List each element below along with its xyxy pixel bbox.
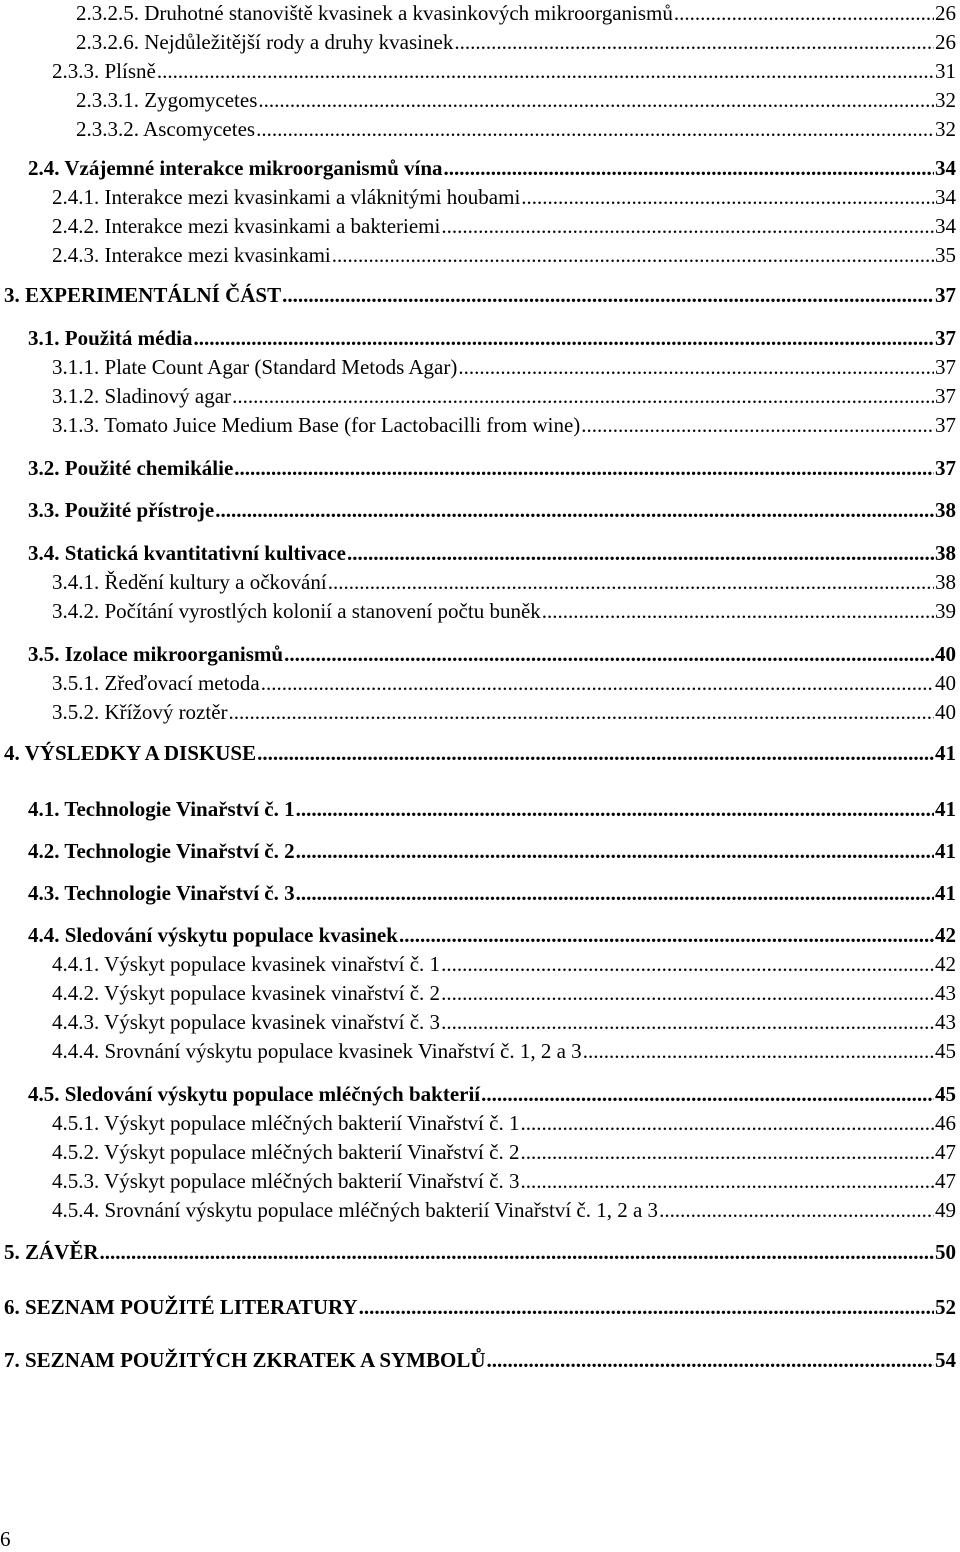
toc-entry-label: EXPERIMENTÁLNÍ ČÁST bbox=[25, 283, 282, 307]
toc-entry-title bbox=[52, 1168, 519, 1194]
toc-entry-number: 2.3.3. bbox=[52, 59, 100, 83]
toc-entry bbox=[76, 87, 956, 113]
toc-leader-dots bbox=[284, 641, 934, 667]
toc-entry-page: 37 bbox=[935, 456, 956, 480]
toc-entry-title bbox=[52, 980, 440, 1006]
toc-entry-number: 4.4.4. bbox=[52, 1039, 100, 1063]
toc-entry-title bbox=[52, 951, 440, 977]
toc-entry bbox=[4, 282, 956, 308]
toc-entry bbox=[76, 116, 956, 142]
toc-entry-title bbox=[4, 1239, 99, 1265]
toc-leader-dots bbox=[328, 569, 934, 595]
toc-leader-dots bbox=[441, 1009, 934, 1035]
toc-entry-number: 7. bbox=[4, 1348, 20, 1372]
toc-entry-title bbox=[28, 838, 295, 864]
toc-entry bbox=[28, 455, 956, 481]
toc-entry-page: 49 bbox=[935, 1198, 956, 1222]
toc-entry-number: 4.2. bbox=[28, 839, 60, 863]
toc-leader-dots bbox=[261, 670, 934, 696]
toc-entry bbox=[28, 880, 956, 906]
toc-entry bbox=[4, 1239, 956, 1265]
toc-entry-number: 3.4.2. bbox=[52, 599, 100, 623]
toc-entry-label: Sledování výskytu populace mléčných bakterií bbox=[64, 1082, 481, 1106]
toc-leader-dots bbox=[359, 1294, 934, 1320]
toc-entry-label: Druhotné stanoviště kvasinek a kvasinkových mikroorganismů bbox=[144, 1, 673, 25]
toc-entry-page: 31 bbox=[935, 59, 956, 83]
toc-entry bbox=[52, 980, 956, 1006]
toc-leader-dots bbox=[458, 354, 934, 380]
toc-entry bbox=[52, 569, 956, 595]
toc-entry bbox=[52, 58, 956, 84]
toc-entry-title bbox=[52, 242, 331, 268]
page-number: 6 bbox=[0, 1527, 11, 1551]
toc-leader-dots bbox=[296, 880, 934, 906]
toc-entry-number: 3.5.1. bbox=[52, 671, 100, 695]
toc-entry-title bbox=[28, 641, 283, 667]
toc-leader-dots bbox=[521, 184, 934, 210]
toc-entry-number: 2.4.2. bbox=[52, 214, 100, 238]
toc-entry bbox=[52, 383, 956, 409]
toc-entry-page: 34 bbox=[935, 185, 956, 209]
toc-leader-dots bbox=[100, 1239, 934, 1265]
toc-entry-label: Sladinový agar bbox=[104, 384, 232, 408]
toc-entry-page: 38 bbox=[935, 541, 956, 565]
toc-leader-dots bbox=[520, 1168, 934, 1194]
toc-entry-number: 3.3. bbox=[28, 498, 60, 522]
toc-entry-title bbox=[52, 1110, 519, 1136]
toc-entry bbox=[28, 1081, 956, 1107]
toc-entry-number: 4.4.2. bbox=[52, 981, 100, 1005]
toc-entry bbox=[76, 29, 956, 55]
toc-entry-label: Technologie Vinařství č. 2 bbox=[64, 839, 295, 863]
toc-entry-title bbox=[4, 282, 281, 308]
toc-entry-number: 2.4.1. bbox=[52, 185, 100, 209]
toc-entry-page: 40 bbox=[935, 642, 956, 666]
toc-entry-label: Plate Count Agar (Standard Metods Agar) bbox=[104, 355, 458, 379]
toc-entry-title bbox=[52, 184, 520, 210]
toc-entry bbox=[28, 155, 956, 181]
toc-entry-title bbox=[76, 29, 453, 55]
toc-entry-page: 26 bbox=[935, 30, 956, 54]
toc-entry-number: 4.5. bbox=[28, 1082, 60, 1106]
toc-leader-dots bbox=[282, 282, 934, 308]
toc-entry-page: 26 bbox=[935, 1, 956, 25]
toc-entry-title bbox=[52, 213, 440, 239]
toc-entry-label: Sledování výskytu populace kvasinek bbox=[64, 923, 398, 947]
toc-leader-dots bbox=[454, 29, 934, 55]
toc-entry-label: Použitá média bbox=[64, 326, 193, 350]
toc-entry-page: 46 bbox=[935, 1111, 956, 1135]
toc-entry bbox=[52, 242, 956, 268]
toc-leader-dots bbox=[332, 242, 934, 268]
toc-entry-number: 4.5.4. bbox=[52, 1198, 100, 1222]
toc-entry-page: 47 bbox=[935, 1140, 956, 1164]
toc-leader-dots bbox=[258, 87, 934, 113]
toc-entry-title bbox=[52, 383, 231, 409]
toc-leader-dots bbox=[444, 155, 934, 181]
toc-entry-number: 5. bbox=[4, 1240, 20, 1264]
toc-entry-page: 32 bbox=[935, 117, 956, 141]
toc-entry-label: Zřeďovací metoda bbox=[104, 671, 260, 695]
toc-leader-dots bbox=[399, 922, 934, 948]
toc-entry-title bbox=[28, 540, 346, 566]
toc-entry-title bbox=[4, 1347, 486, 1373]
toc-leader-dots bbox=[520, 1110, 934, 1136]
toc-entry-page: 37 bbox=[935, 283, 956, 307]
toc-entry-number: 4.5.3. bbox=[52, 1169, 100, 1193]
toc-entry-label: Ascomycetes bbox=[143, 117, 256, 141]
toc-entry-number: 3.4. bbox=[28, 541, 60, 565]
toc-leader-dots bbox=[157, 58, 934, 84]
toc-entry-number: 4.4.1. bbox=[52, 952, 100, 976]
toc-entry-page: 41 bbox=[935, 741, 956, 765]
toc-leader-dots bbox=[583, 1038, 934, 1064]
toc-entry-page: 42 bbox=[935, 952, 956, 976]
toc-entry bbox=[52, 184, 956, 210]
toc-leader-dots bbox=[229, 699, 934, 725]
toc-entry bbox=[28, 325, 956, 351]
toc-entry-page: 37 bbox=[935, 413, 956, 437]
toc-entry-number: 3.1.1. bbox=[52, 355, 100, 379]
toc-entry-title bbox=[52, 1197, 658, 1223]
toc-entry bbox=[76, 0, 956, 26]
toc-entry bbox=[52, 699, 956, 725]
toc-entry-title bbox=[52, 699, 228, 725]
toc-entry-title bbox=[52, 354, 457, 380]
toc-entry-title bbox=[28, 796, 295, 822]
toc-leader-dots bbox=[257, 740, 934, 766]
toc-entry-number: 2.3.2.5. bbox=[76, 1, 139, 25]
toc-entry-label: VÝSLEDKY A DISKUSE bbox=[24, 741, 257, 765]
toc-entry-title bbox=[52, 412, 580, 438]
toc-leader-dots bbox=[581, 412, 934, 438]
toc-entry-title bbox=[28, 455, 233, 481]
toc-entry-number: 3.1. bbox=[28, 326, 60, 350]
toc-entry-page: 42 bbox=[935, 923, 956, 947]
toc-leader-dots bbox=[520, 1139, 934, 1165]
toc-entry-label: Výskyt populace kvasinek vinařství č. 1 bbox=[104, 952, 441, 976]
toc-entry-label: Srovnání výskytu populace kvasinek Vinařství č. 1, 2 a 3 bbox=[104, 1039, 582, 1063]
toc-entry-number: 3.4.1. bbox=[52, 570, 100, 594]
toc-entry-label: Výskyt populace kvasinek vinařství č. 2 bbox=[104, 981, 441, 1005]
toc-entry-title bbox=[76, 0, 673, 26]
toc-entry-title bbox=[52, 670, 260, 696]
toc-entry bbox=[52, 1168, 956, 1194]
toc-leader-dots bbox=[674, 0, 934, 26]
toc-entry-number: 3. bbox=[4, 283, 20, 307]
toc-entry-title bbox=[52, 569, 327, 595]
toc-entry-page: 37 bbox=[935, 326, 956, 350]
toc-entry-label: Technologie Vinařství č. 3 bbox=[64, 881, 295, 905]
toc-entry-title bbox=[52, 1038, 582, 1064]
toc-entry-number: 4.3. bbox=[28, 881, 60, 905]
toc-entry bbox=[52, 670, 956, 696]
toc-leader-dots bbox=[193, 325, 934, 351]
toc-entry-number: 3.5. bbox=[28, 642, 60, 666]
toc-entry bbox=[52, 1197, 956, 1223]
toc-entry-number: 2.3.3.2. bbox=[76, 117, 139, 141]
toc-entry-number: 4.4. bbox=[28, 923, 60, 947]
toc-leader-dots bbox=[256, 116, 934, 142]
toc-entry-title bbox=[28, 155, 443, 181]
toc-entry-label: Interakce mezi kvasinkami bbox=[104, 243, 331, 267]
toc-entry bbox=[52, 354, 956, 380]
toc-entry-title bbox=[76, 87, 257, 113]
toc-entry-title bbox=[52, 1009, 440, 1035]
toc-entry-number: 2.3.3.1. bbox=[76, 88, 139, 112]
toc-entry bbox=[52, 1038, 956, 1064]
toc-entry-page: 37 bbox=[935, 384, 956, 408]
toc-entry-page: 37 bbox=[935, 355, 956, 379]
toc-entry-title bbox=[52, 598, 541, 624]
toc-entry bbox=[52, 1009, 956, 1035]
toc-entry-title bbox=[28, 880, 295, 906]
toc-entry-title bbox=[52, 58, 156, 84]
toc-leader-dots bbox=[215, 497, 934, 523]
toc-entry-number: 4.4.3. bbox=[52, 1010, 100, 1034]
toc-entry-label: Technologie Vinařství č. 1 bbox=[64, 797, 295, 821]
toc-entry bbox=[52, 1110, 956, 1136]
toc-entry-title bbox=[28, 1081, 480, 1107]
toc-entry-number: 3.5.2. bbox=[52, 700, 100, 724]
toc-entry-label: Plísně bbox=[104, 59, 156, 83]
toc-entry bbox=[28, 497, 956, 523]
toc-entry-number: 3.1.3. bbox=[52, 413, 100, 437]
toc-leader-dots bbox=[441, 951, 934, 977]
toc-entry-label: Počítání vyrostlých kolonií a stanovení počtu buněk bbox=[104, 599, 541, 623]
toc-entry-title bbox=[4, 740, 256, 766]
toc-entry-label: Zygomycetes bbox=[144, 88, 258, 112]
toc-entry-label: Tomato Juice Medium Base (for Lactobacilli from wine) bbox=[104, 413, 581, 437]
toc-leader-dots bbox=[347, 540, 934, 566]
toc-entry-number: 4. bbox=[4, 741, 20, 765]
toc-entry-page: 41 bbox=[935, 881, 956, 905]
toc-entry-label: Srovnání výskytu populace mléčných bakterií Vinařství č. 1, 2 a 3 bbox=[104, 1198, 659, 1222]
toc-entry-label: SEZNAM POUŽITÉ LITERATURY bbox=[25, 1295, 358, 1319]
toc-entry-number: 4.5.2. bbox=[52, 1140, 100, 1164]
toc-leader-dots bbox=[481, 1081, 934, 1107]
toc-leader-dots bbox=[296, 796, 934, 822]
toc-entry bbox=[52, 1139, 956, 1165]
toc-entry-page: 45 bbox=[935, 1082, 956, 1106]
toc-entry-number: 4.5.1. bbox=[52, 1111, 100, 1135]
toc-entry-page: 38 bbox=[935, 498, 956, 522]
toc-entry-page: 38 bbox=[935, 570, 956, 594]
toc-entry-page: 39 bbox=[935, 599, 956, 623]
toc-entry-number: 2.4. bbox=[28, 156, 60, 180]
toc-entry-label: Výskyt populace kvasinek vinařství č. 3 bbox=[104, 1010, 441, 1034]
toc-entry-page: 54 bbox=[935, 1348, 956, 1372]
toc-entry-page: 34 bbox=[935, 214, 956, 238]
toc-entry-label: Statická kvantitativní kultivace bbox=[64, 541, 346, 565]
toc-entry-page: 52 bbox=[935, 1295, 956, 1319]
toc-entry-page: 34 bbox=[935, 156, 956, 180]
toc-entry-number: 3.1.2. bbox=[52, 384, 100, 408]
toc-entry-label: Použité přístroje bbox=[64, 498, 215, 522]
toc-entry-label: Ředění kultury a očkování bbox=[104, 570, 327, 594]
toc-entry-page: 32 bbox=[935, 88, 956, 112]
toc-entry-label: Použité chemikálie bbox=[64, 456, 234, 480]
toc-entry-number: 2.4.3. bbox=[52, 243, 100, 267]
toc-entry-label: Nejdůležitější rody a druhy kvasinek bbox=[144, 30, 454, 54]
toc-entry-title bbox=[28, 325, 192, 351]
toc-leader-dots bbox=[659, 1197, 934, 1223]
toc-entry-number: 4.1. bbox=[28, 797, 60, 821]
toc-leader-dots bbox=[542, 598, 934, 624]
toc-entry-number: 2.3.2.6. bbox=[76, 30, 139, 54]
toc-leader-dots bbox=[441, 213, 934, 239]
toc-leader-dots bbox=[232, 383, 934, 409]
toc-entry-page: 41 bbox=[935, 839, 956, 863]
toc-entry bbox=[4, 1347, 956, 1373]
toc-entry-title bbox=[52, 1139, 519, 1165]
toc-entry-page: 43 bbox=[935, 1010, 956, 1034]
toc-entry-title bbox=[4, 1294, 358, 1320]
toc-entry-page: 35 bbox=[935, 243, 956, 267]
toc-entry-number: 3.2. bbox=[28, 456, 60, 480]
toc-entry-label: Izolace mikroorganismů bbox=[64, 642, 284, 666]
toc-entry-label: SEZNAM POUŽITÝCH ZKRATEK A SYMBOLŮ bbox=[25, 1348, 486, 1372]
toc-leader-dots bbox=[487, 1347, 934, 1373]
toc-entry bbox=[28, 922, 956, 948]
toc-entry-page: 47 bbox=[935, 1169, 956, 1193]
toc-entry-label: Výskyt populace mléčných bakterií Vinařství č. 1 bbox=[104, 1111, 520, 1135]
toc-entry bbox=[52, 412, 956, 438]
toc-entry-page: 40 bbox=[935, 671, 956, 695]
toc-entry bbox=[28, 540, 956, 566]
toc-entry-title bbox=[28, 922, 398, 948]
toc-entry-label: Výskyt populace mléčných bakterií Vinařství č. 2 bbox=[104, 1140, 520, 1164]
toc-entry-page: 41 bbox=[935, 797, 956, 821]
toc-leader-dots bbox=[234, 455, 934, 481]
toc-entry-page: 50 bbox=[935, 1240, 956, 1264]
toc-entry-label: Výskyt populace mléčných bakterií Vinařství č. 3 bbox=[104, 1169, 520, 1193]
toc-leader-dots bbox=[441, 980, 934, 1006]
toc-entry bbox=[4, 1294, 956, 1320]
toc-entry-label: Interakce mezi kvasinkami a bakteriemi bbox=[104, 214, 441, 238]
toc-entry bbox=[52, 598, 956, 624]
toc-entry-label: Křížový roztěr bbox=[104, 700, 228, 724]
toc-entry bbox=[28, 838, 956, 864]
toc-entry bbox=[4, 740, 956, 766]
toc-entry bbox=[28, 641, 956, 667]
toc-entry-page: 45 bbox=[935, 1039, 956, 1063]
toc-entry-label: ZÁVĚR bbox=[25, 1240, 99, 1264]
toc-entry bbox=[52, 213, 956, 239]
toc-entry bbox=[28, 796, 956, 822]
toc-entry-page: 40 bbox=[935, 700, 956, 724]
toc-entry-label: Vzájemné interakce mikroorganismů vína bbox=[64, 156, 443, 180]
toc-entry-number: 6. bbox=[4, 1295, 20, 1319]
toc-entry bbox=[52, 951, 956, 977]
toc-leader-dots bbox=[296, 838, 934, 864]
toc-entry-label: Interakce mezi kvasinkami a vláknitými houbami bbox=[104, 185, 521, 209]
toc-entry-page: 43 bbox=[935, 981, 956, 1005]
toc-entry-title bbox=[28, 497, 214, 523]
toc-entry-title bbox=[76, 116, 255, 142]
